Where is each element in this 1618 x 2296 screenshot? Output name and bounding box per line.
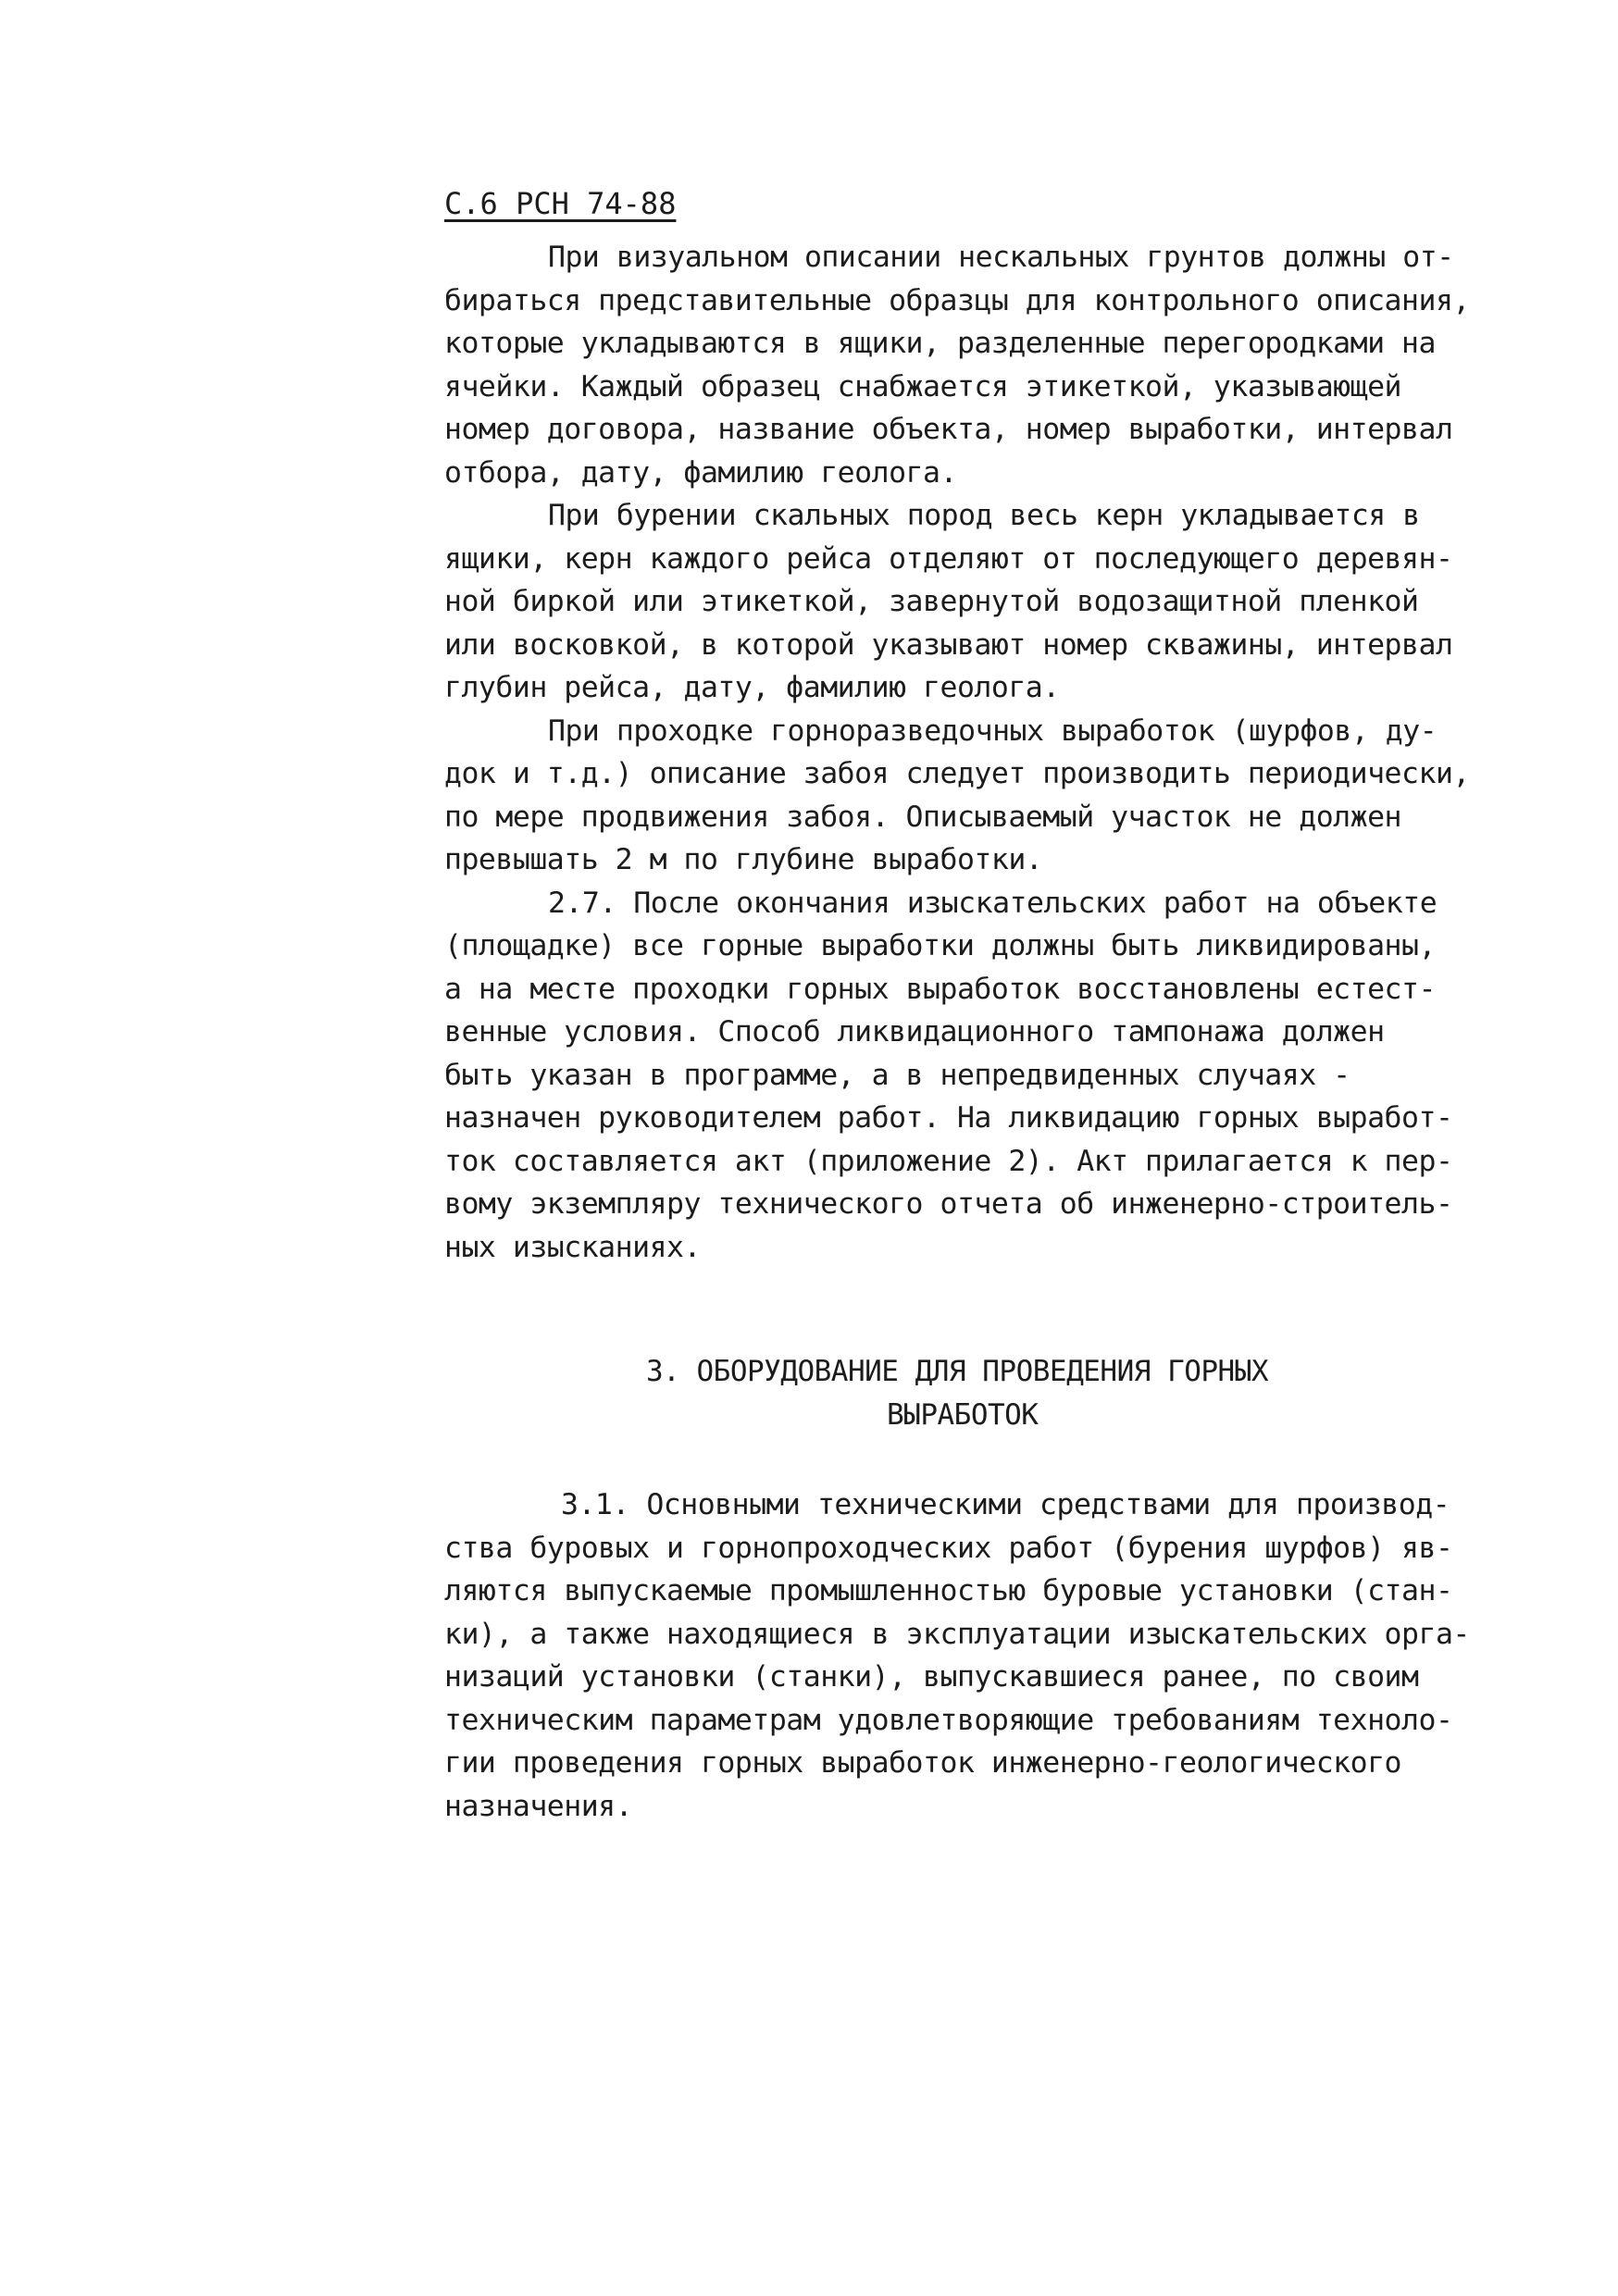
text-line: При бурении скальных пород весь керн укладывается в — [548, 499, 1420, 532]
text-line: техническим параметрам удовлетворяющие требованиям техноло- — [444, 1704, 1453, 1737]
text-line: ной биркой или этикеткой, завернутой водозащитной пленкой — [444, 585, 1419, 618]
text-line: ных изысканиях. — [444, 1231, 701, 1264]
text-line: а на месте проходки горных выработок восстановлены естест- — [444, 973, 1436, 1006]
text-line: бираться представительные образцы для контрольного описания, — [444, 284, 1470, 317]
text-line: При визуальном описании нескальных грунтов должны от- — [548, 241, 1454, 274]
text-line: глубин рейса, дату, фамилию геолога. — [444, 671, 1060, 704]
text-line: вому экземпляру технического отчета об инженерно-строитель- — [444, 1187, 1453, 1221]
text-line: ячейки. Каждый образец снабжается этикеткой, указывающей — [444, 370, 1402, 403]
text-line: ток составляется акт (приложение 2). Акт прилагается к пер- — [444, 1145, 1453, 1178]
text-line: 2.7. После окончания изыскательских работ на объекте — [548, 887, 1438, 920]
text-line: ства буровых и горнопроходческих работ (бурения шурфов) яв- — [444, 1532, 1453, 1565]
text-line: которые укладываются в ящики, разделенные перегородками на — [444, 327, 1436, 360]
text-line: назначения. — [444, 1790, 633, 1823]
text-line: ки), а также находящиеся в эксплуатации изыскательских орга- — [444, 1618, 1470, 1651]
text-line: ляются выпускаемые промышленностью буровые установки (стан- — [444, 1574, 1453, 1607]
text-line: ящики, керн каждого рейса отделяют от последующего деревян- — [444, 542, 1453, 576]
text-line: (площадке) все горные выработки должны быть ликвидированы, — [444, 929, 1436, 962]
text-line: превышать 2 м по глубине выработки. — [444, 843, 1043, 876]
section-heading-line: 3. ОБОРУДОВАНИЕ ДЛЯ ПРОВЕДЕНИЯ ГОРНЫХ — [646, 1355, 1269, 1388]
text-line: отбора, дату, фамилию геолога. — [444, 456, 957, 490]
text-line: При проходке горноразведочных выработок (шурфов, ду- — [548, 714, 1438, 748]
text-line: венные условия. Способ ликвидационного тампонажа должен — [444, 1015, 1385, 1049]
text-line: низаций установки (станки), выпускавшиеся ранее, по своим — [444, 1660, 1419, 1694]
text-line: гии проведения горных выработок инженерно-геологического — [444, 1746, 1402, 1780]
text-line: док и т.д.) описание забоя следует производить периодически, — [444, 757, 1470, 790]
page-header: С.6 РСН 74-88 — [444, 186, 677, 221]
text-line: 3.1. Основными техническими средствами для производ- — [561, 1488, 1450, 1521]
text-line: по мере продвижения забоя. Описываемый участок не должен — [444, 800, 1402, 834]
text-line: назначен руководителем работ. На ликвидацию горных выработ- — [444, 1101, 1453, 1135]
text-line: номер договора, название объекта, номер выработки, интервал — [444, 413, 1453, 446]
text-line: быть указан в программе, а в непредвиденных случаях - — [444, 1059, 1350, 1092]
section-heading-line: ВЫРАБОТОК — [887, 1398, 1039, 1432]
text-line: или восковкой, в которой указывают номер скважины, интервал — [444, 628, 1453, 662]
